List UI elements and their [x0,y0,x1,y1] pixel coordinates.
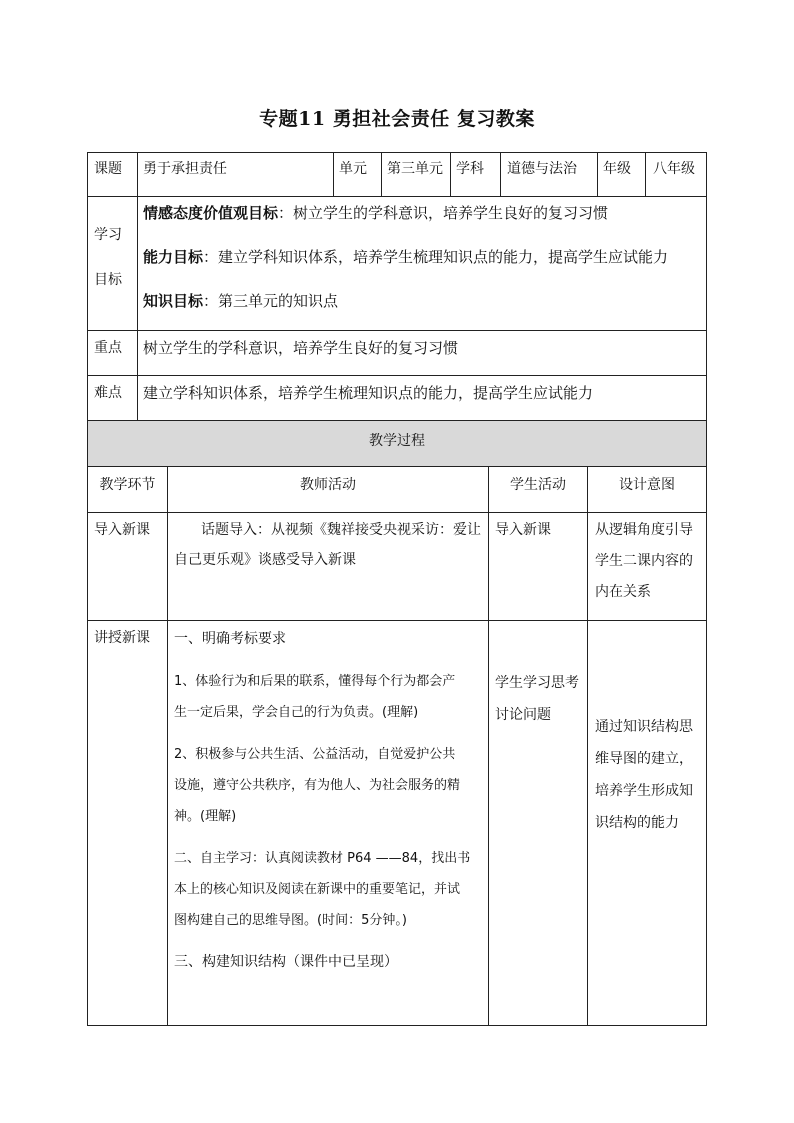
difficulty-text: 建立学科知识体系，培养学生梳理知识点的能力，提高学生应试能力 [143,384,594,402]
process-heading: 教学过程 [369,433,425,449]
lecture-teacher-paragraph [174,666,486,728]
column-header-stage: 教学环节 [99,477,156,493]
objective-text: 树立学生的学科意识，培养学生良好的复习习惯 [293,204,609,222]
objective-separator: ： [278,204,294,222]
lecture-teacher-line: 生一定后果，学会自己的行为负责。(理解) [174,705,419,720]
unit-value: 第三单元 [387,161,443,177]
intro-teacher-line: 自己更乐观》谈感受导入新课 [174,552,356,568]
lecture-teacher-line: 1、体验行为和后果的联系，懂得每个行为都会产 [174,674,456,689]
lecture-teacher-line: 本上的核心知识及阅读在新课中的重要笔记，并试 [174,882,461,897]
column-header-student: 学生活动 [510,477,566,493]
lecture-design-line: 通过知识结构思 [595,719,693,735]
document-title: 专题11 勇担社会责任 复习教案 [259,108,535,130]
lecture-teacher-line: 二、自主学习：认真阅读教材 P64 ——84，找出书 [174,851,471,866]
topic-value: 勇于承担责任 [143,161,227,177]
lecture-teacher-line: 设施，遵守公共秩序，有为他人、为社会服务的精 [174,778,461,793]
objectives-label-line1: 学习 [94,227,122,243]
lecture-student-line: 学生学习思考 [495,675,579,691]
objective-separator: ： [203,292,219,310]
column-header-teacher: 教师活动 [300,477,356,493]
lecture-student-line: 讨论问题 [495,707,551,723]
objective-knowledge [143,290,338,312]
lecture-teacher-line: 2、积极参与公共生活、公益活动，自觉爱护公共 [174,747,456,762]
lecture-design [595,711,693,839]
intro-stage: 导入新课 [94,522,150,538]
intro-design-line: 学生二课内容的 [595,553,693,569]
difficulty-label: 难点 [94,385,122,401]
intro-student: 导入新课 [495,522,551,538]
objectives-label-line2: 目标 [94,272,122,288]
objective-text: ：建立学科知识体系，培养学生梳理知识点的能力，提高学生应试能力 [203,248,669,266]
objective-affective [143,202,608,224]
intro-design-line: 内在关系 [595,584,651,600]
topic-label: 课题 [94,161,122,177]
lecture-design-line: 识结构的能力 [595,815,679,831]
column-header-design: 设计意图 [619,477,675,493]
lecture-teacher-line: 图构建自己的思维导图。(时间：5分钟。) [174,913,407,928]
lecture-teacher-paragraph [174,947,486,978]
objective-text: 第三单元的知识点 [218,292,339,310]
lecture-teacher-paragraph [174,843,486,936]
key-point-label: 重点 [94,340,122,356]
grade-value: 八年级 [653,161,695,177]
objective-ability [143,246,668,268]
subject-value: 道德与法治 [507,161,577,177]
grade-label: 年级 [603,161,631,177]
objective-label: 情感态度价值观目标 [143,204,279,222]
intro-design-line: 从逻辑角度引导 [595,522,693,538]
key-point-text: 树立学生的学科意识，培养学生良好的复习习惯 [143,339,459,357]
lecture-student [495,667,579,731]
lecture-design-line: 维导图的建立， [595,751,693,767]
lecture-teacher-line: 三、构建知识结构（课件中已呈现） [174,954,398,970]
lecture-teacher-paragraph [174,624,486,655]
intro-teacher-line: 话题导入：从视频《魏祥接受央视采访：爱让 [201,522,481,538]
objective-label: 知识目标 [143,292,204,310]
lecture-teacher-paragraph [174,739,486,832]
lecture-teacher-line: 一、明确考标要求 [174,631,286,647]
lecture-design-line: 培养学生形成知 [595,783,693,799]
objective-label: 能力目标 [143,248,204,266]
lecture-stage: 讲授新课 [94,630,150,646]
subject-label: 学科 [456,161,484,177]
lecture-teacher-line: 神。(理解) [174,809,237,824]
unit-label: 单元 [339,161,367,177]
intro-design [595,515,693,608]
lecture-teacher-activities [174,624,486,989]
